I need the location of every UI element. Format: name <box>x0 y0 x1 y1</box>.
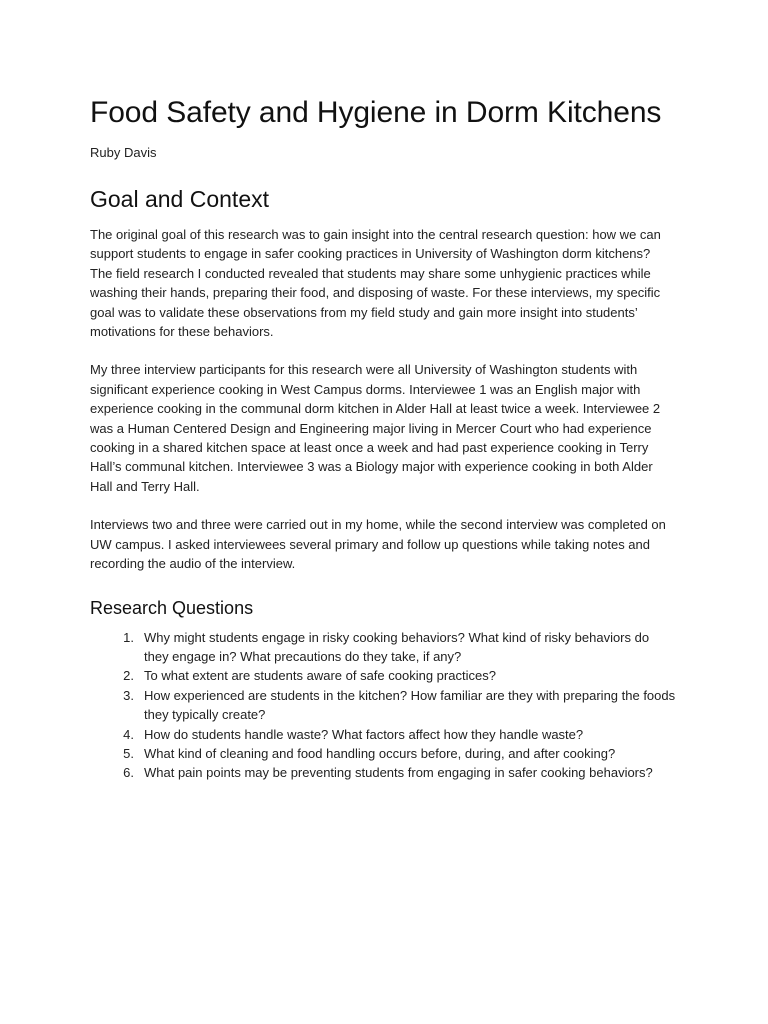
document-title: Food Safety and Hygiene in Dorm Kitchens <box>90 96 662 129</box>
list-item <box>90 744 676 763</box>
list-item <box>90 763 676 782</box>
section-heading-goal-context: Goal and Context <box>90 186 270 212</box>
list-item-number: 2. <box>123 668 134 684</box>
list-item-number: 4. <box>123 726 134 742</box>
list-item <box>90 666 676 685</box>
paragraph: My three interview participants for this research were all University of Washington students with significant experience cooking in West Campus dorms. Interviewee 1 was an English major with experience cooking in the communal dorm kitchen in Alder Hall at least twice a week. Interviewee 2 was a Human Centered Design and Engineering major living in Mercer Court who had experience cooking in a shared kitchen space at least once a week and had past experience cooking in Terry Hall’s communal kitchen. Interviewee 3 was a Biology major with experience cooking in both Alder Hall and Terry Hall. <box>90 362 661 494</box>
list-item-text: What pain points may be preventing students from engaging in safer cooking behaviors? <box>144 765 653 781</box>
list-item <box>90 686 676 725</box>
author-name: Ruby Davis <box>90 145 157 160</box>
section-heading-research-questions: Research Questions <box>90 597 254 618</box>
list-item-text: To what extent are students aware of safe cooking practices? <box>144 668 496 684</box>
list-item-text: Why might students engage in risky cooking behaviors? What kind of risky behaviors do they engage in? What precautions do they take, if any? <box>144 629 650 664</box>
list-item <box>90 725 676 744</box>
list-item-text: How do students handle waste? What factors affect how they handle waste? <box>144 726 584 742</box>
paragraph: The original goal of this research was to gain insight into the central research question: how we can support students to engage in safer cooking practices in University of Washington dorm kitchens? The field research I conducted revealed that students may share some unhygienic practices while washing their hands, preparing their food, and disposing of waste. For these interviews, my specific goal was to validate these observations from my field study and gain more insight into students’ motivations for these behaviors. <box>90 227 661 340</box>
list-item-number: 3. <box>123 687 134 703</box>
paragraph: Interviews two and three were carried out in my home, while the second interview was completed on UW campus. I asked interviewees several primary and follow up questions while taking notes and recording the audio of the interview. <box>90 517 666 572</box>
list-item-text: How experienced are students in the kitchen? How familiar are they with preparing the foods they typically create? <box>144 687 676 723</box>
research-questions-list <box>90 628 676 783</box>
list-item-number: 5. <box>123 745 134 761</box>
list-item-number: 6. <box>123 765 134 781</box>
list-item <box>90 628 676 667</box>
list-item-text: What kind of cleaning and food handling occurs before, during, and after cooking? <box>144 745 616 761</box>
list-item-number: 1. <box>123 629 134 645</box>
